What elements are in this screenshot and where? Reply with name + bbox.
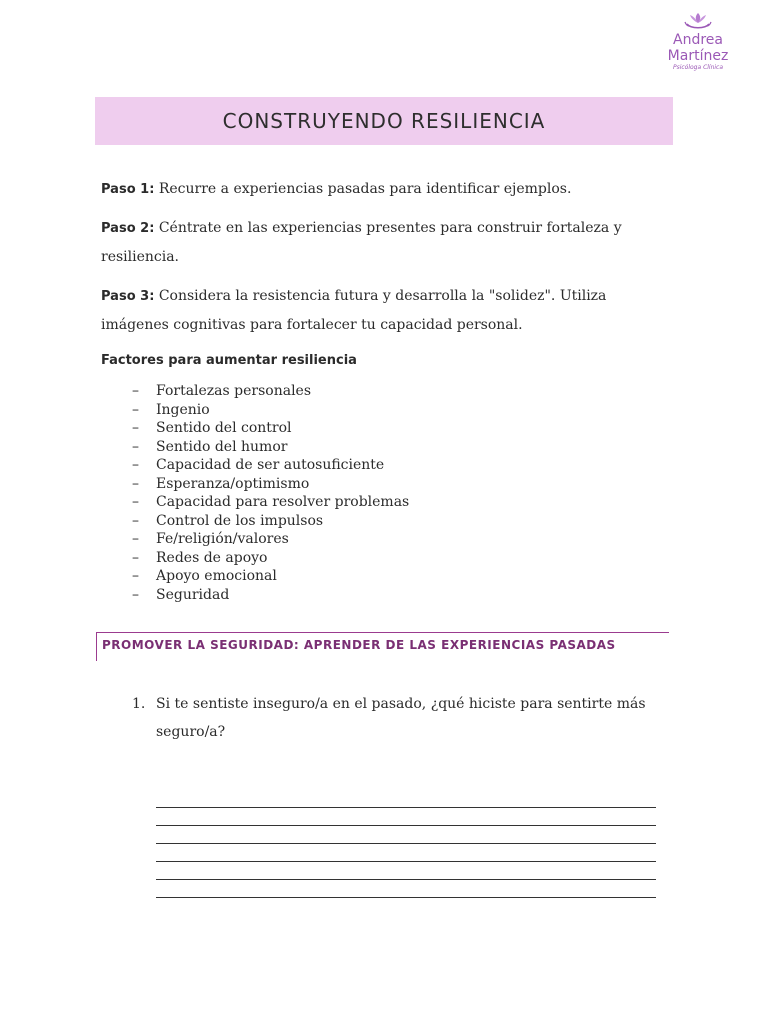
list-item-text: Seguridad: [156, 586, 230, 603]
bullet-dash: –: [132, 401, 139, 418]
step-text: Céntrate en las experiencias presentes para construir fortaleza y resiliencia.: [101, 220, 622, 265]
bullet-dash: –: [132, 475, 139, 492]
list-item: [132, 382, 409, 401]
step-1: [101, 175, 671, 204]
question-text: Si te sentiste inseguro/a en el pasado, ¿qué hiciste para sentirte más seguro/a?: [156, 696, 646, 740]
list-item-text: Sentido del control: [156, 420, 292, 436]
answer-area[interactable]: [156, 807, 656, 915]
question-1: [132, 690, 652, 746]
list-item-text: Control de los impulsos: [156, 512, 324, 529]
list-item-text: Fortalezas personales: [156, 383, 312, 399]
bullet-dash: –: [132, 420, 139, 436]
list-item: [132, 567, 409, 586]
list-item: [132, 586, 409, 605]
question-number: 1.: [132, 696, 146, 712]
list-item-text: Fe/religión/valores: [156, 531, 289, 547]
title-banner: [95, 97, 673, 145]
bullet-dash: –: [132, 383, 139, 399]
factors-list: [132, 382, 409, 604]
step-label: Paso 1:: [101, 182, 155, 197]
answer-line[interactable]: [156, 807, 656, 808]
answer-line[interactable]: [156, 825, 656, 826]
section-heading-box: [96, 632, 669, 661]
step-text: Recurre a experiencias pasadas para identificar ejemplos.: [154, 181, 572, 197]
answer-line[interactable]: [156, 897, 656, 898]
list-item: [132, 530, 409, 549]
step-3: [101, 282, 671, 339]
logo-name-first: Andrea: [673, 32, 723, 48]
list-item: [132, 493, 409, 512]
list-item-text: Capacidad de ser autosuficiente: [156, 457, 385, 473]
step-text: Considera la resistencia futura y desarrolla la "solidez". Utiliza imágenes cognitivas para fortalecer tu capacidad personal.: [101, 288, 607, 333]
bullet-dash: –: [132, 568, 139, 584]
bullet-dash: –: [132, 512, 139, 529]
list-item: [132, 512, 409, 531]
step-label: Paso 3:: [101, 289, 155, 304]
list-item-text: Redes de apoyo: [156, 549, 268, 566]
step-label: Paso 2:: [101, 221, 155, 236]
factors-heading: Factores para aumentar resiliencia: [101, 353, 357, 368]
answer-line[interactable]: [156, 843, 656, 844]
logo-name-last: Martínez: [667, 48, 729, 64]
page-title: CONSTRUYENDO RESILIENCIA: [222, 109, 546, 133]
list-item-text: Sentido del humor: [156, 438, 288, 455]
section-heading: PROMOVER LA SEGURIDAD: APRENDER DE LAS EXPERIENCIAS PASADAS: [102, 638, 616, 652]
list-item: [132, 419, 409, 438]
bullet-dash: –: [132, 531, 139, 547]
list-item-text: Ingenio: [156, 401, 210, 418]
list-item: [132, 401, 409, 420]
answer-line[interactable]: [156, 861, 656, 862]
bullet-dash: –: [132, 586, 139, 603]
bullet-dash: –: [132, 494, 139, 510]
list-item: [132, 475, 409, 494]
step-2: [101, 214, 671, 271]
list-item-text: Capacidad para resolver problemas: [156, 494, 410, 510]
bullet-dash: –: [132, 457, 139, 473]
logo: [660, 10, 736, 72]
list-item: [132, 438, 409, 457]
list-item-text: Esperanza/optimismo: [156, 475, 310, 492]
bullet-dash: –: [132, 549, 139, 566]
list-item: [132, 456, 409, 475]
lotus-hands-icon: [683, 10, 713, 32]
list-item-text: Apoyo emocional: [156, 568, 277, 584]
logo-subtitle: Psicóloga Clínica: [672, 64, 724, 71]
answer-line[interactable]: [156, 879, 656, 880]
list-item: [132, 549, 409, 568]
bullet-dash: –: [132, 438, 139, 455]
